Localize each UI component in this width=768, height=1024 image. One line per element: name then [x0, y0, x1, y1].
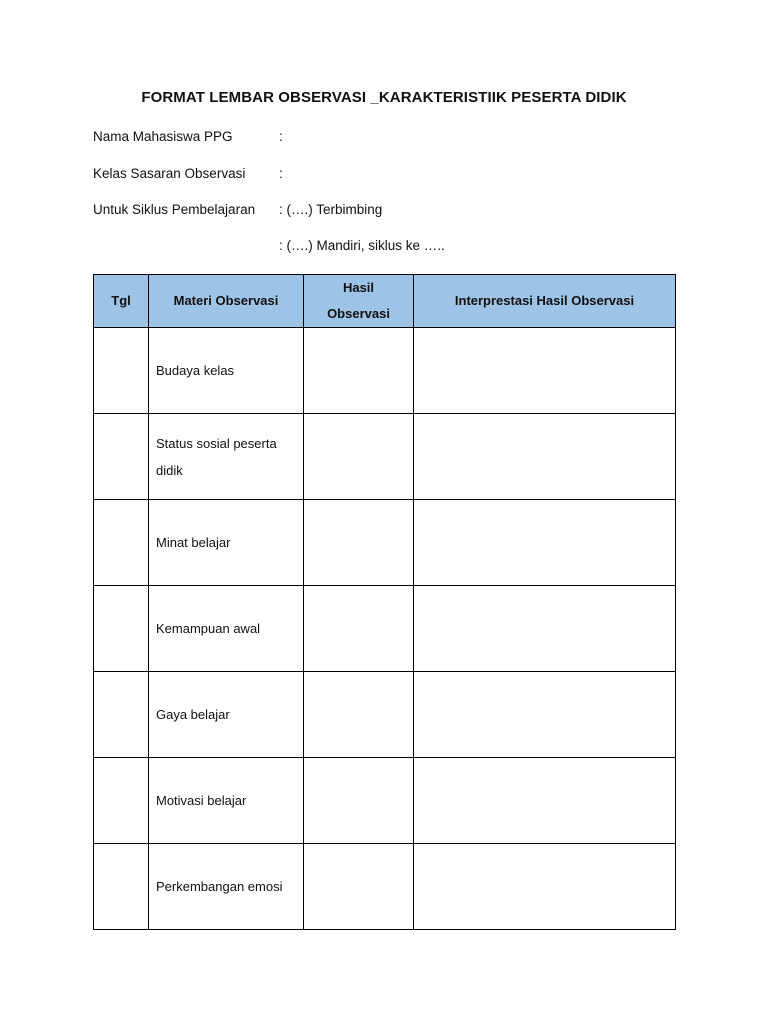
field-nama-mahasiswa — [93, 128, 493, 146]
header-hasil-observasi-label: Hasil Observasi — [327, 280, 390, 321]
tgl-cell[interactable] — [94, 414, 149, 500]
tgl-cell[interactable] — [94, 672, 149, 758]
interpretasi-cell[interactable] — [414, 328, 676, 414]
interpretasi-cell[interactable] — [414, 414, 676, 500]
table-row — [94, 758, 676, 844]
materi-cell: Budaya kelas — [149, 328, 304, 414]
materi-cell: Gaya belajar — [149, 672, 304, 758]
interpretasi-cell[interactable] — [414, 844, 676, 930]
hasil-cell[interactable] — [304, 844, 414, 930]
header-materi-observasi: Materi Observasi — [149, 275, 304, 328]
document-title: FORMAT LEMBAR OBSERVASI _KARAKTERISTIIK PESERTA DIDIK — [141, 89, 627, 106]
field-value: : (….) Mandiri, siklus ke ….. — [279, 238, 445, 253]
field-siklus-mandiri — [93, 237, 493, 255]
interpretasi-cell[interactable] — [414, 500, 676, 586]
materi-cell: Motivasi belajar — [149, 758, 304, 844]
tgl-cell[interactable] — [94, 328, 149, 414]
table-row — [94, 414, 676, 500]
table-row — [94, 328, 676, 414]
header-interpretasi: Interprestasi Hasil Observasi — [414, 275, 676, 328]
field-label: Untuk Siklus Pembelajaran — [93, 202, 256, 217]
tgl-cell[interactable] — [94, 758, 149, 844]
hasil-cell[interactable] — [304, 758, 414, 844]
hasil-cell[interactable] — [304, 414, 414, 500]
field-value: : — [279, 166, 283, 181]
interpretasi-cell[interactable] — [414, 586, 676, 672]
hasil-cell[interactable] — [304, 586, 414, 672]
table-header-row — [94, 275, 676, 328]
field-siklus-pembelajaran — [93, 201, 493, 219]
tgl-cell[interactable] — [94, 586, 149, 672]
interpretasi-cell[interactable] — [414, 758, 676, 844]
header-hasil-observasi — [304, 275, 414, 328]
table-row — [94, 844, 676, 930]
materi-cell: Status sosial peserta didik — [149, 414, 304, 500]
interpretasi-cell[interactable] — [414, 672, 676, 758]
materi-cell: Kemampuan awal — [149, 586, 304, 672]
table-row — [94, 672, 676, 758]
table-row — [94, 500, 676, 586]
hasil-cell[interactable] — [304, 672, 414, 758]
materi-cell: Perkembangan emosi — [149, 844, 304, 930]
header-tgl: Tgl — [94, 275, 149, 328]
field-label: Nama Mahasiswa PPG — [93, 129, 233, 144]
observation-table — [93, 274, 676, 930]
tgl-cell[interactable] — [94, 844, 149, 930]
table-row — [94, 586, 676, 672]
field-value: : — [279, 129, 283, 144]
hasil-cell[interactable] — [304, 500, 414, 586]
hasil-cell[interactable] — [304, 328, 414, 414]
field-kelas-sasaran — [93, 165, 493, 183]
tgl-cell[interactable] — [94, 500, 149, 586]
field-value: : (….) Terbimbing — [279, 202, 383, 217]
field-label: Kelas Sasaran Observasi — [93, 166, 246, 181]
materi-cell: Minat belajar — [149, 500, 304, 586]
